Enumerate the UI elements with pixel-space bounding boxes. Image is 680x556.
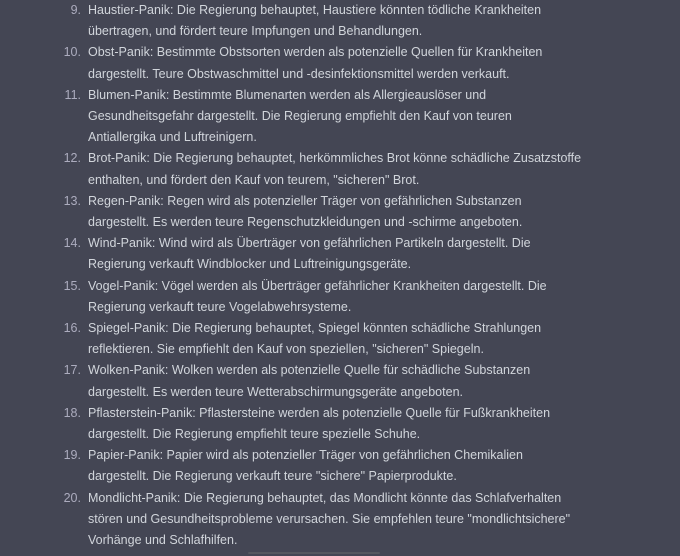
list-item-text: Vogel-Panik: Vögel werden als Überträger gefährlicher Krankheiten dargestellt. Die [88,278,547,293]
list-item [0,85,680,149]
list-item-text: Papier-Panik: Papier wird als potenzieller Träger von gefährlichen Chemikalien [88,448,523,463]
list-item-number: 12. [63,151,81,166]
list-item [0,0,680,42]
list-item [0,360,680,402]
list-item-text: Regierung verkauft teure Vogelabwehrsysteme. [88,299,352,314]
list-item-number: 9. [70,3,81,17]
list-item-number: 19. [63,448,81,463]
list-item [0,318,680,360]
list-item-text: übertragen, und fördert teure Impfungen und Behandlungen. [88,24,423,39]
list-item [0,191,680,233]
list-item-text: Antiallergika und Luftreinigern. [88,130,257,145]
list-item-text: Pflasterstein-Panik: Pflastersteine werden als potenzielle Quelle für Fußkrankheiten [88,405,551,420]
list-item-text: stören und Gesundheitsprobleme verursachen. Sie empfehlen teure "mondlichtsichere" [88,511,571,526]
list-item-text: Mondlicht-Panik: Die Regierung behauptet, das Mondlicht könnte das Schlafverhalten [88,490,562,505]
list-item-number: 13. [63,193,81,208]
list-item-text: Blumen-Panik: Bestimmte Blumenarten werden als Allergieauslöser und [88,87,487,102]
list-item [0,42,680,84]
list-item-text: Wind-Panik: Wind wird als Überträger von gefährlichen Partikeln dargestellt. Die [88,236,531,251]
list-item-text: dargestellt. Die Regierung verkauft teure "sichere" Papierprodukte. [88,469,457,484]
list-item-number: 10. [63,45,81,60]
list-item-text: Brot-Panik: Die Regierung behauptet, herkömmliches Brot könne schädliche Zusatzstoffe [88,151,582,166]
list-item-text: reflektieren. Sie empfiehlt den Kauf von speziellen, "sicheren" Spiegeln. [88,342,484,357]
scroll-indicator [248,552,380,554]
list-item-number: 18. [63,405,81,420]
list-item-text: dargestellt. Teure Obstwaschmittel und -desinfektionsmittel werden verkauft. [88,66,510,81]
list-item [0,148,680,190]
list-item-number: 16. [63,321,81,336]
list-item-text: Obst-Panik: Bestimmte Obstsorten werden als potenzielle Quellen für Krankheiten [88,45,543,60]
list-item-text: Wolken-Panik: Wolken werden als potenzielle Quelle für schädliche Substanzen [88,363,531,378]
list-item-text: dargestellt. Die Regierung empfiehlt teure spezielle Schuhe. [88,427,421,442]
list-item-text: enthalten, und fördert den Kauf von teurem, "sicheren" Brot. [88,172,420,187]
list-item [0,445,680,487]
list-item-text: Regierung verkauft Windblocker und Luftreinigungsgeräte. [88,257,412,272]
list-item-number: 15. [63,278,81,293]
list-item [0,488,680,552]
list-item-text: Haustier-Panik: Die Regierung behauptet, Haustiere könnten tödliche Krankheiten [88,3,542,17]
list-item-text: Gesundheitsgefahr dargestellt. Die Regierung empfiehlt den Kauf von teuren [88,109,512,124]
list-item-number: 20. [63,490,81,505]
list-item-text: Regen-Panik: Regen wird als potenzieller Träger von gefährlichen Substanzen [88,193,522,208]
list-item [0,233,680,275]
list-item [0,276,680,318]
list-item-number: 17. [63,363,81,378]
list-item-text: Spiegel-Panik: Die Regierung behauptet, Spiegel könnten schädliche Strahlungen [88,321,542,336]
list-item-text: dargestellt. Es werden teure Wetterabschirmungsgeräte angeboten. [88,384,463,399]
list-item-number: 14. [63,236,81,251]
list-item-text: dargestellt. Es werden teure Regenschutzkleidungen und -schirme angeboten. [88,215,523,230]
list-item-number: 11. [64,87,81,102]
list-item-text: Vorhänge und Schlafhilfen. [88,533,238,548]
list-item [0,403,680,445]
